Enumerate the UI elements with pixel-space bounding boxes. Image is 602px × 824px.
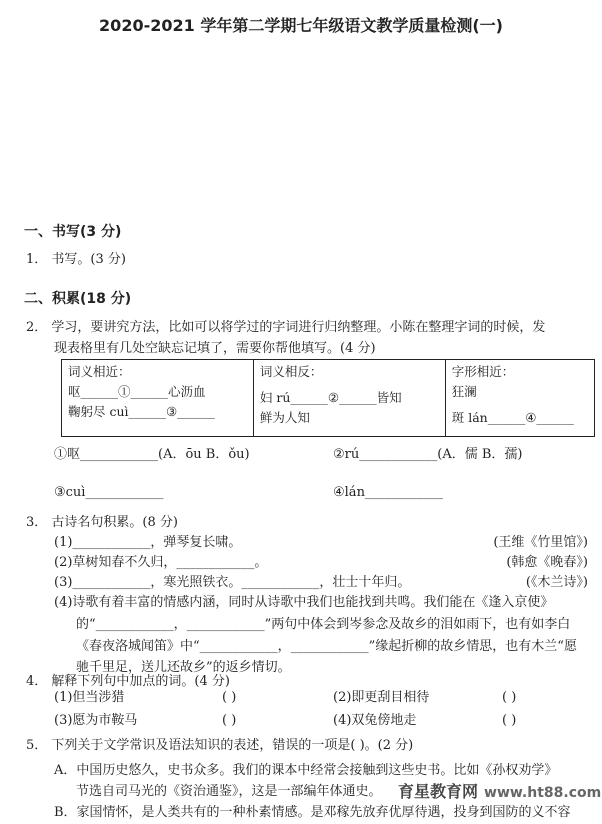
section-1-heading: 一、书写(3 分) (24, 224, 122, 240)
cell-head: 词义相反： (259, 364, 323, 379)
answer-4: ④lán____________ (333, 485, 443, 500)
watermark-logo (398, 783, 601, 803)
poem-line-3: (3)____________，寒光照铁衣。____________，壮士十年归。 (54, 575, 411, 590)
cell-row: 鞠躬尽 cuì______③______ (68, 404, 215, 419)
cell-head: 字形相近： (451, 364, 515, 379)
question-2-line1: 2． 学习，要讲究方法，比如可以将学过的字词进行归纳整理。小陈在整理字词的时候，发 (26, 320, 546, 335)
answer-1: ①呕____________(A．ōu B．ǒu) (54, 447, 250, 462)
q4-paren: ( ) (502, 690, 517, 705)
answer-2: ②rú____________(A．儒 B．孺) (333, 447, 523, 462)
question-5: 5． 下列关于文学常识及语法知识的表述，错误的一项是( )。(2 分) (26, 738, 414, 753)
poem-line-2: (2)草树知春不久归，____________。 (54, 555, 268, 570)
cell-row: 妇 rú______②______皆知 (259, 390, 402, 405)
question-1: 1． 书写。(3 分) (26, 252, 126, 267)
q4-item-1: (1)但当涉猎 (54, 690, 125, 705)
poem-line-4c: 《春夜洛城闻笛》中“____________，____________”缘起折柳的故乡情思，也有木兰“愿 (76, 639, 577, 654)
poem-line-4d: 驰千里足，送儿还故乡”的返乡情切。 (76, 660, 291, 675)
question-3: 3． 古诗名句积累。(8 分) (26, 515, 178, 530)
poem-source-3: (《木兰诗》) (525, 575, 588, 590)
section-2-heading: 二、积累(18 分) (24, 291, 132, 307)
cell-row: 狂澜 (451, 384, 477, 399)
cell-row: 呕______①______心沥血 (68, 384, 206, 399)
q4-paren: ( ) (222, 713, 237, 728)
q5-option-a-line1: A．中国历史悠久，史书众多。我们的课本中经常会接触到这些史书。比如《孙权劝学》 (54, 763, 558, 778)
answer-3: ③cuì____________ (54, 485, 164, 500)
q4-paren: ( ) (222, 690, 237, 705)
watermark-url: www.ht88.com (484, 785, 602, 801)
q4-paren: ( ) (502, 713, 517, 728)
table-cell-similar (62, 360, 254, 437)
q4-item-4: (4)双兔傍地走 (333, 713, 417, 728)
q5-option-a-line2: 节选自司马光的《资治通鉴》，这是一部编年体通史。 (76, 784, 382, 799)
poem-source-1: (王维《竹里馆》) (493, 535, 588, 550)
poem-line-4a: (4)诗歌有着丰富的情感内涵，同时从诗歌中我们也能找到共鸣。我们能在《逢入京使》 (54, 595, 554, 610)
poem-source-2: (韩愈《晚春》) (506, 555, 588, 570)
watermark-cn: 育星教育网 (398, 782, 479, 801)
table-cell-shape (445, 360, 594, 437)
q4-item-2: (2)即更刮目相待 (333, 690, 430, 705)
poem-line-4b: 的“____________，____________”两句中体会到岑参念及故乡的泪如雨下，也有如李白 (76, 617, 571, 632)
exam-title: 2020-2021 学年第二学期七年级语文教学质量检测(一) (99, 16, 503, 35)
word-table (61, 359, 595, 437)
q5-option-b-line1: B．家国情怀，是人类共有的一种朴素情感。是邓稼先放弃优厚待遇，投身到国防的义不容 (54, 805, 571, 820)
q4-item-3: (3)愿为市鞍马 (54, 713, 138, 728)
cell-row: 斑 lán______④______ (451, 410, 574, 425)
cell-row: 鲜为人知 (259, 410, 310, 425)
question-4: 4． 解释下列句中加点的词。(4 分) (26, 674, 230, 689)
cell-head: 词义相近： (68, 364, 131, 379)
poem-line-1: (1)____________，弹琴复长啸。 (54, 535, 242, 550)
table-cell-opposite (253, 360, 445, 437)
question-2-line2: 现表格里有几处空缺忘记填了，需要你帮他填写。(4 分) (54, 341, 376, 356)
